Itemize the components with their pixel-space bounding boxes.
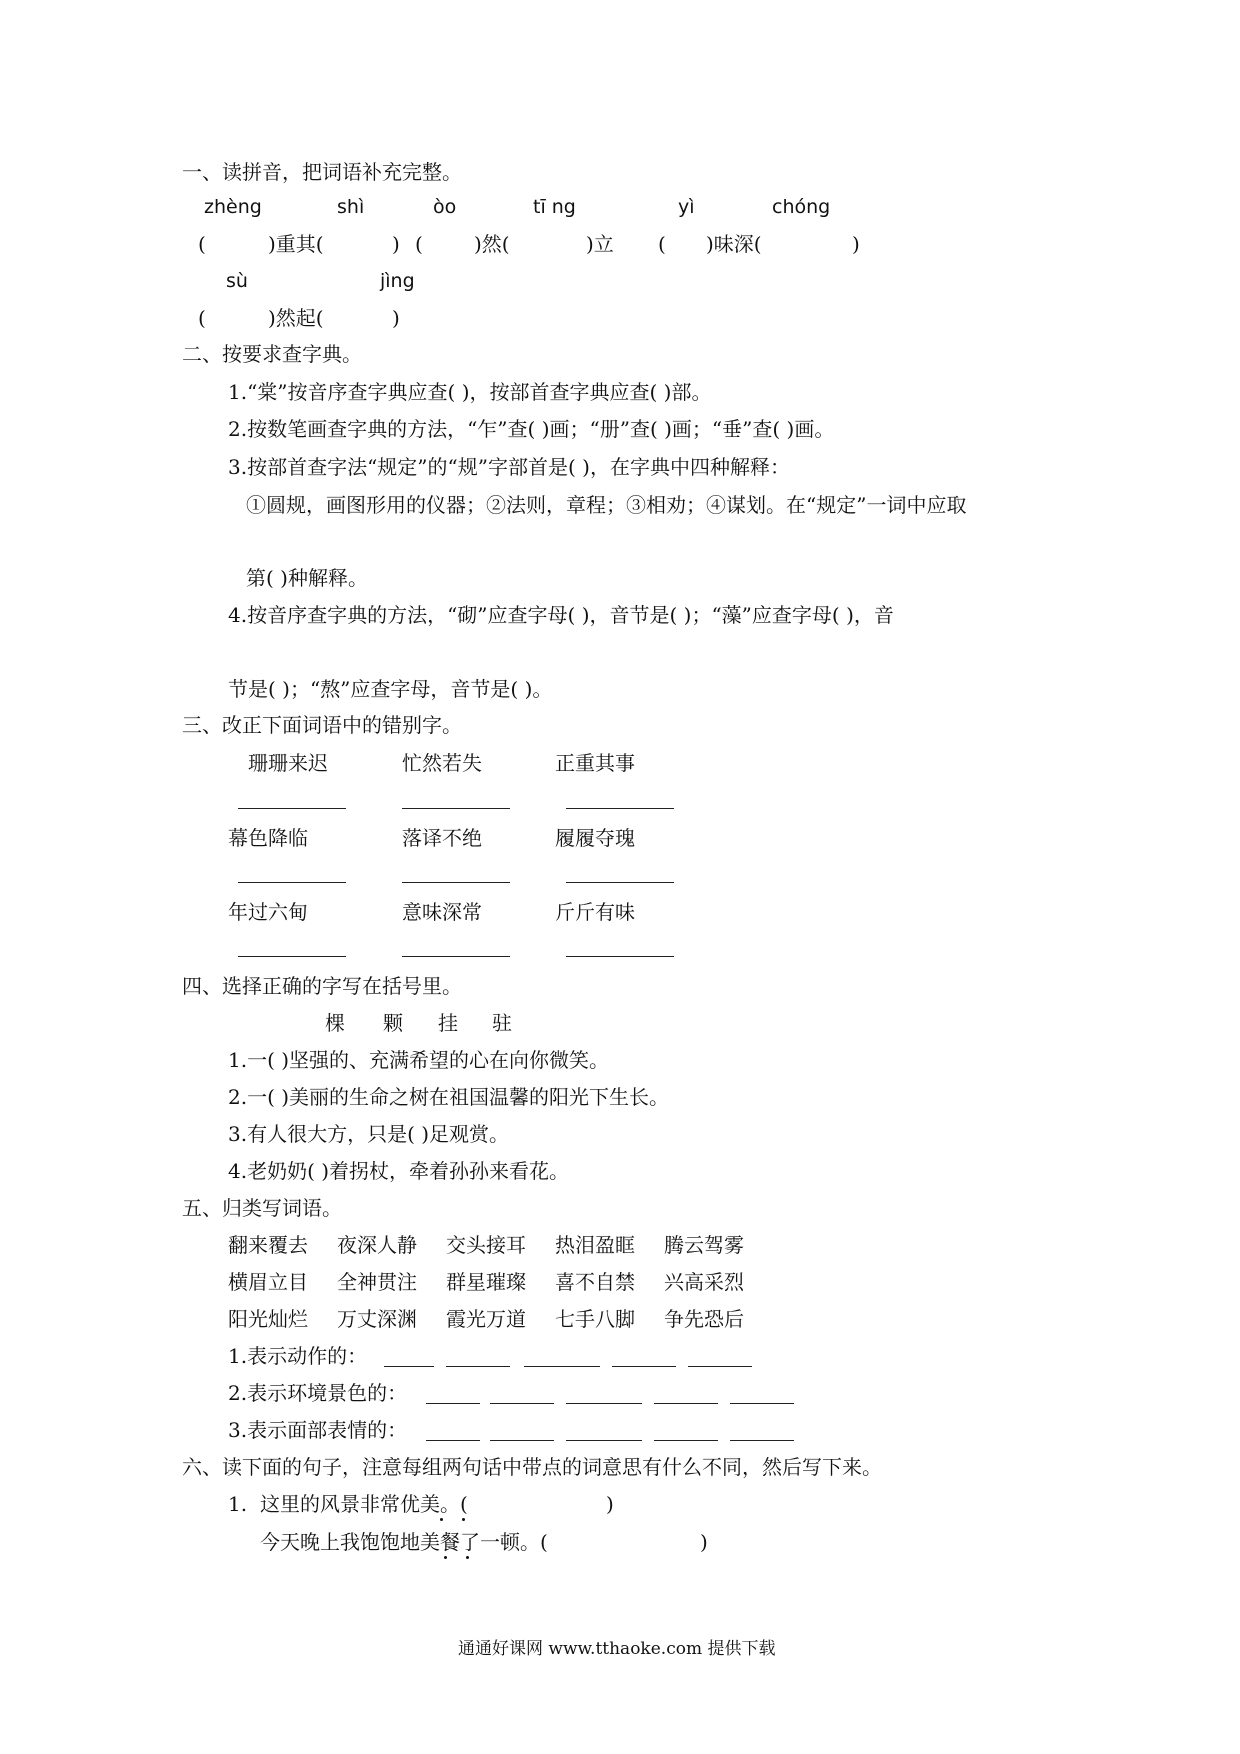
emphasis-dot [462,1518,465,1521]
word: 忙然若失 [402,751,482,775]
question: 4.按音序查字典的方法，“砌”应查字母( )，音节是( )；“藻”应查字母( )，音 [228,603,894,627]
answer-line[interactable] [654,1440,718,1441]
section5-title: 五、归类写词语。 [182,1196,342,1220]
word: 万丈深渊 [337,1307,417,1331]
answer-line[interactable] [238,882,346,883]
question: 1.“棠”按音序查字典应查( )，按部首查字典应查( )部。 [228,380,712,404]
answer-line[interactable] [384,1366,434,1367]
question: ①圆规，画图形用的仪器；②法则，章程；③相劝；④谋划。在“规定”一词中应取 [246,493,967,517]
section3-title: 三、改正下面词语中的错别字。 [182,713,462,737]
answer-line[interactable] [730,1440,794,1441]
question: 3.表示面部表情的： [228,1418,408,1442]
answer-line[interactable] [566,956,674,957]
word: 履履夺瑰 [555,826,635,850]
question: 1.一( )坚强的、充满希望的心在向你微笑。 [228,1048,610,1072]
question: 第( )种解释。 [246,566,368,590]
fill-blank: ( [198,232,206,256]
answer-line[interactable] [402,808,510,809]
question: 2.表示环境景色的： [228,1381,408,1405]
pinyin: chóng [772,196,831,218]
word: 霞光万道 [446,1307,526,1331]
answer-line[interactable] [566,1440,642,1441]
fill-blank: ) [852,232,860,256]
answer-line[interactable] [654,1403,718,1404]
sentence: 今天晚上我饱饱地美餐了一顿。( [260,1530,548,1554]
fill-blank: )立 [586,232,614,256]
choice-char: 驻 [492,1011,512,1035]
word: 全神贯注 [337,1270,417,1294]
word: 群星璀璨 [446,1270,526,1294]
word: 交头接耳 [446,1233,526,1257]
answer-line[interactable] [612,1366,676,1367]
fill-blank: )重其( [268,232,324,256]
pinyin: tī ng [533,196,576,218]
section2-title: 二、按要求查字典。 [182,342,362,366]
word: 落译不绝 [402,826,482,850]
fill-blank: )然( [474,232,510,256]
fill-blank: ) [392,306,400,330]
word: 七手八脚 [555,1307,635,1331]
answer-line[interactable] [524,1366,600,1367]
word: 喜不自禁 [555,1270,635,1294]
answer-line[interactable] [566,808,674,809]
choice-char: 颗 [383,1011,403,1035]
word: 珊珊来迟 [248,751,328,775]
question-number: 1. [228,1492,248,1516]
question: 3.按部首查字法“规定”的“规”字部首是( )，在字典中四种解释： [228,455,790,479]
word: 正重其事 [555,751,635,775]
word: 翻来覆去 [228,1233,308,1257]
word: 争先恐后 [664,1307,744,1331]
choice-char: 棵 [325,1011,345,1035]
word: 幕色降临 [228,826,308,850]
answer-line[interactable] [426,1403,480,1404]
choice-char: 挂 [438,1011,458,1035]
answer-line[interactable] [490,1440,554,1441]
answer-line[interactable] [426,1440,480,1441]
pinyin: yì [678,196,695,218]
answer-line[interactable] [730,1403,794,1404]
word: 热泪盈眶 [555,1233,635,1257]
word: 横眉立目 [228,1270,308,1294]
fill-blank: ( [415,232,423,256]
word: 阳光灿烂 [228,1307,308,1331]
emphasis-dot [466,1556,469,1559]
word: 腾云驾雾 [664,1233,744,1257]
word: 年过六甸 [228,900,308,924]
question: 1.表示动作的： [228,1344,368,1368]
answer-line[interactable] [688,1366,752,1367]
answer-line[interactable] [238,808,346,809]
pinyin: shì [337,196,365,218]
answer-line[interactable] [238,956,346,957]
fill-blank: )然起( [268,306,324,330]
pinyin: sù [226,270,248,292]
word: 意味深常 [402,900,482,924]
answer-line[interactable] [402,956,510,957]
answer-line[interactable] [490,1403,554,1404]
word: 斤斤有味 [555,900,635,924]
question: 4.老奶奶( )着拐杖，牵着孙孙来看花。 [228,1159,570,1183]
fill-blank: ( [658,232,666,256]
paren-close: ) [606,1492,614,1516]
fill-blank: ( [198,306,206,330]
word: 夜深人静 [337,1233,417,1257]
question: 3.有人很大方，只是( )足观赏。 [228,1122,510,1146]
fill-blank: )味深( [706,232,762,256]
emphasis-dot [440,1518,443,1521]
section4-title: 四、选择正确的字写在括号里。 [182,974,462,998]
question: 2.一( )美丽的生命之树在祖国温馨的阳光下生长。 [228,1085,670,1109]
answer-line[interactable] [446,1366,510,1367]
question: 2.按数笔画查字典的方法，“乍”查( )画；“册”查( )画；“垂”查( )画。 [228,417,835,441]
pinyin: zhèng [204,196,262,218]
fill-blank: ) [392,232,400,256]
sentence: 这里的风景非常优美。( [260,1492,468,1516]
question: 节是( )；“熬”应查字母，音节是( )。 [228,677,553,701]
emphasis-dot [444,1556,447,1559]
section6-title: 六、读下面的句子，注意每组两句话中带点的词意思有什么不同，然后写下来。 [182,1455,882,1479]
answer-line[interactable] [566,882,674,883]
section1-title: 一、读拼音，把词语补充完整。 [182,160,462,184]
pinyin: òo [433,196,457,218]
answer-line[interactable] [402,882,510,883]
footer-text: 通通好课网 www.tthaoke.com 提供下载 [458,1639,776,1659]
pinyin: jìng [380,270,415,292]
paren-close: ) [700,1530,708,1554]
answer-line[interactable] [566,1403,642,1404]
word: 兴高采烈 [664,1270,744,1294]
